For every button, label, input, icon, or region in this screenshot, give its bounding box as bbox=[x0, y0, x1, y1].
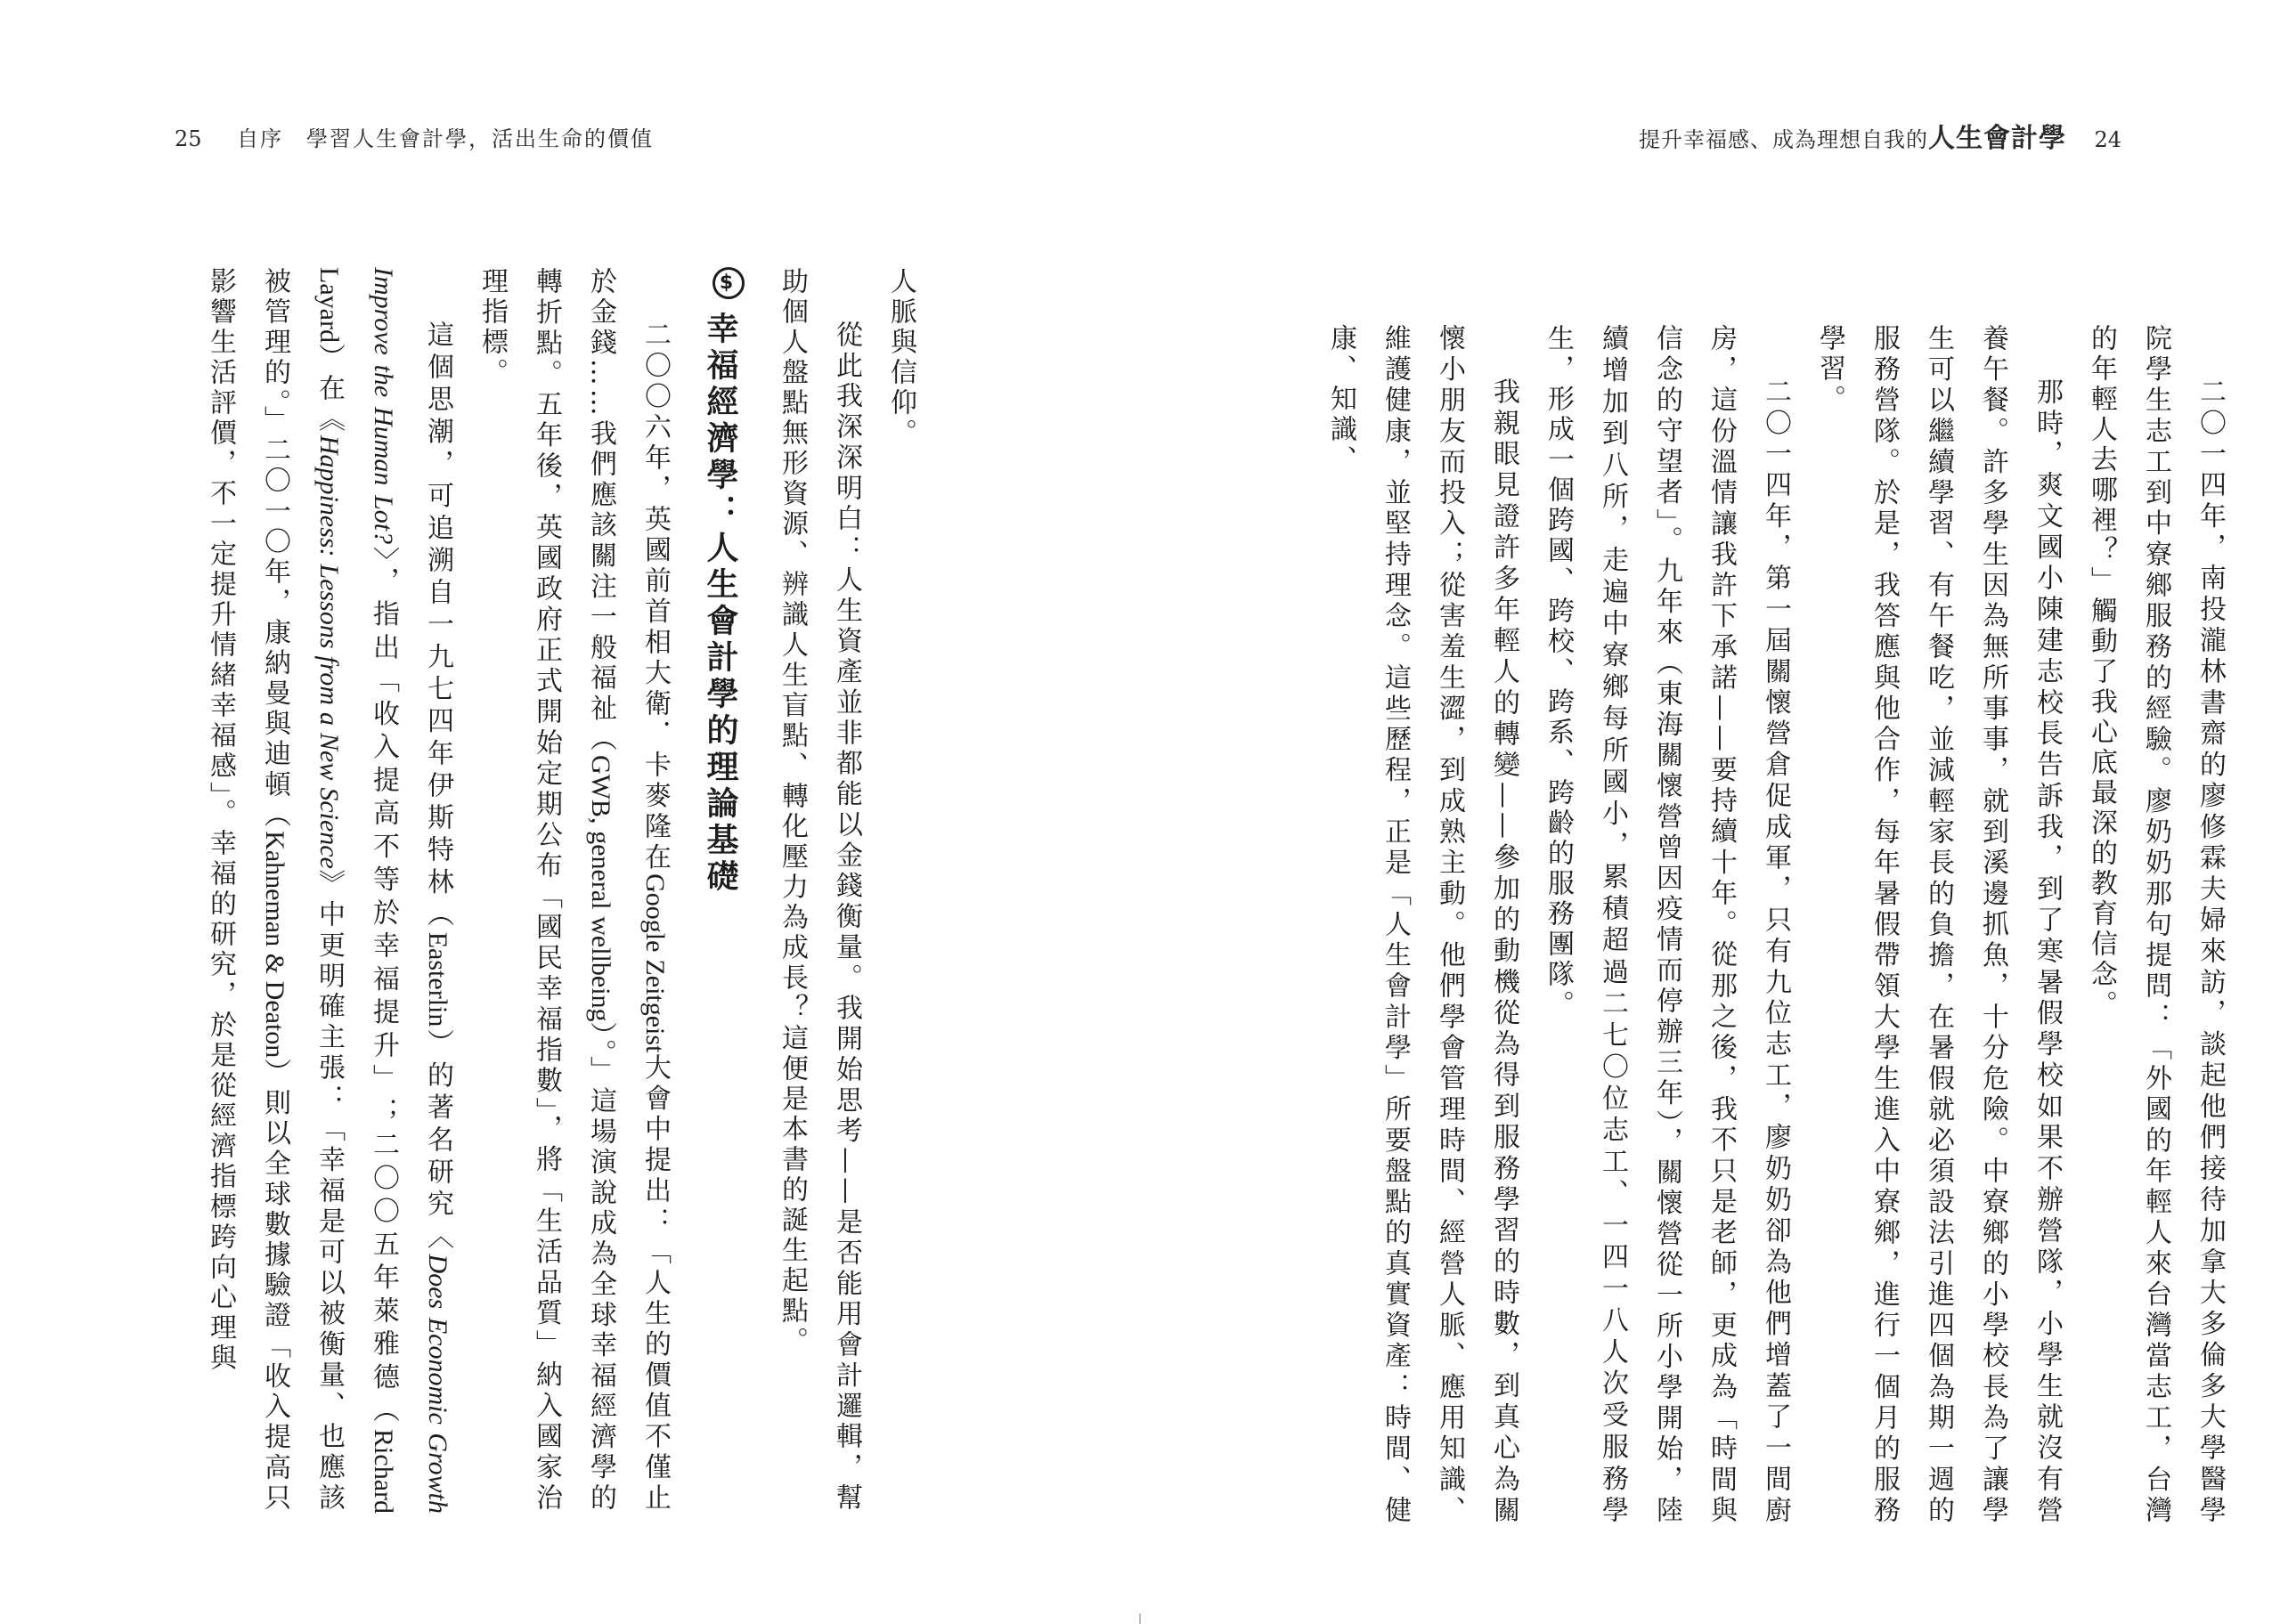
left-running-head bbox=[175, 125, 654, 153]
p4-easterlin: Easterlin bbox=[423, 931, 452, 1027]
p4-text-f: ）則以全球數據驗證「收入提高只影響生活評價，不一定提升情緒幸福感」。幸福的研究，於是從經濟指標跨向心理與 bbox=[205, 267, 290, 1514]
right-page bbox=[1140, 0, 2280, 1624]
dollar-circle-icon: $ bbox=[712, 267, 745, 299]
p4-kahneman-deaton: Kahneman & Deaton bbox=[260, 831, 289, 1059]
left-page-number: 25 bbox=[175, 126, 202, 151]
right-paragraph-3: 二〇一四年，第一屆關懷營倉促成軍，只有九位志工，廖奶奶卻為他們增蓋了一間廚房，這份溫情讓我許下承諾——要持續十年。從那之後，我不只是老師，更成為「時間與信念的守望者」。九年來（東海關懷營曾因疫情而停辦三年），關懷營從一所小學開始，陸續增加到八所，走遍中寮鄉每所國小，累積超過二七〇位志工、一四一八人次受服務學生，形成一個跨國、跨校、跨系、跨齡的服務團隊。 bbox=[1543, 324, 1791, 1526]
right-running-head bbox=[1639, 125, 2121, 154]
p4-book-title: Happiness: Lessons from a New Science bbox=[314, 434, 344, 869]
right-paragraph-1: 二〇一四年，南投瀧林書齋的廖修霖夫婦來訪，談起他們接待加拿大多倫多大學醫學院學生志工到中寮鄉服務的經驗。廖奶奶那句提問：「外國的年輕人來台灣當志工，台灣的年輕人去哪裡？」觸動了我心底最深的教育信念。 bbox=[2086, 324, 2226, 1526]
p4-text-d: ）在《 bbox=[314, 342, 345, 435]
right-running-head-small: 提升幸福感、成為理想自我的 bbox=[1639, 127, 1928, 152]
section-heading bbox=[693, 267, 747, 1514]
left-paragraph-4 bbox=[193, 267, 465, 1514]
p4-text-c: 〉，指出「收入提高不等於幸福提升」；二〇〇五年萊雅德（ bbox=[368, 544, 399, 1430]
right-paragraph-4: 我親眼見證許多年輕人的轉變——參加的動機從為得到服務學習的時數，到真心為關懷小朋友而投入；從害羞生澀，到成熟主動。他們學會管理時間、經營人脈、應用知識、維護健康，並堅持理念。這些歷程，正是「人生會計學」所要盤點的真實資產：時間、健康、知識、 bbox=[1325, 324, 1519, 1526]
p3-text-c: ）。」這場演說成為全球幸福經濟學的轉折點。五年後，英國政府正式開始定期公布「國民幸福指數」，將「生活品質」納入國家治理指標。 bbox=[476, 267, 616, 1514]
left-paragraph-3 bbox=[465, 267, 682, 1514]
p3-text-b: 大會中提出：「人生的價值不僅止於金錢……我們應該關注一般福祉（ bbox=[585, 267, 671, 1514]
right-running-head-big: 人生會計學 bbox=[1928, 123, 2066, 154]
left-running-head-title: 自序 學習人生會計學，活出生命的價值 bbox=[237, 126, 654, 151]
p3-google-zeitgeist: Google Zeitgeist bbox=[640, 873, 670, 1053]
p4-study-title: Does Economic Growth Improve the Human Lot? bbox=[369, 267, 452, 1514]
p3-gwb: GWB, general wellbeing bbox=[586, 754, 615, 1022]
left-paragraph-1: 人脈與信仰。 bbox=[885, 267, 916, 449]
section-heading-text: 幸福經濟學：人生會計學的理論基礎 bbox=[702, 312, 738, 896]
left-paragraph-2: 從此我深深明白：人生資產並非都能以金錢衡量。我開始思考——是否能用會計邏輯，幫助個人盤點無形資源、辨識人生盲點、轉化壓力為成長？這便是本書的誕生起點。 bbox=[777, 267, 862, 1514]
p4-text-b: ）的著名研究〈 bbox=[422, 1027, 453, 1255]
p4-layard: Richard Layard bbox=[314, 267, 398, 1514]
right-paragraph-2: 那時，爽文國小陳建志校長告訴我，到了寒暑假學校如果不辦營隊，小學生就沒有營養午餐。許多學生因為無所事事，就到溪邊抓魚，十分危險。中寮鄉的小學校長為了讓學生可以繼續學習、有午餐吃，並減輕家長的負擔，在暑假就必須設法引進四個為期一週的服務營隊。於是，我答應與他合作，每年暑假帶領大學生進入中寮鄉，進行一個月的服務學習。 bbox=[1814, 324, 2063, 1526]
p4-text-e: 》中更明確主張：「幸福是可以被衡量、也應該被管理的。」二〇一〇年，康納曼與迪頓（ bbox=[259, 267, 345, 1514]
p4-text-a: 這個思潮，可追溯自一九七四年伊斯特林（ bbox=[422, 321, 453, 932]
right-page-number: 24 bbox=[2094, 127, 2121, 152]
right-body-text bbox=[1240, 324, 2237, 1526]
gutter-mark bbox=[1139, 1613, 1141, 1624]
p3-text-a: 二〇〇六年，英國前首相大衛．卡麥隆在 bbox=[639, 321, 671, 874]
left-body-text bbox=[175, 267, 928, 1514]
